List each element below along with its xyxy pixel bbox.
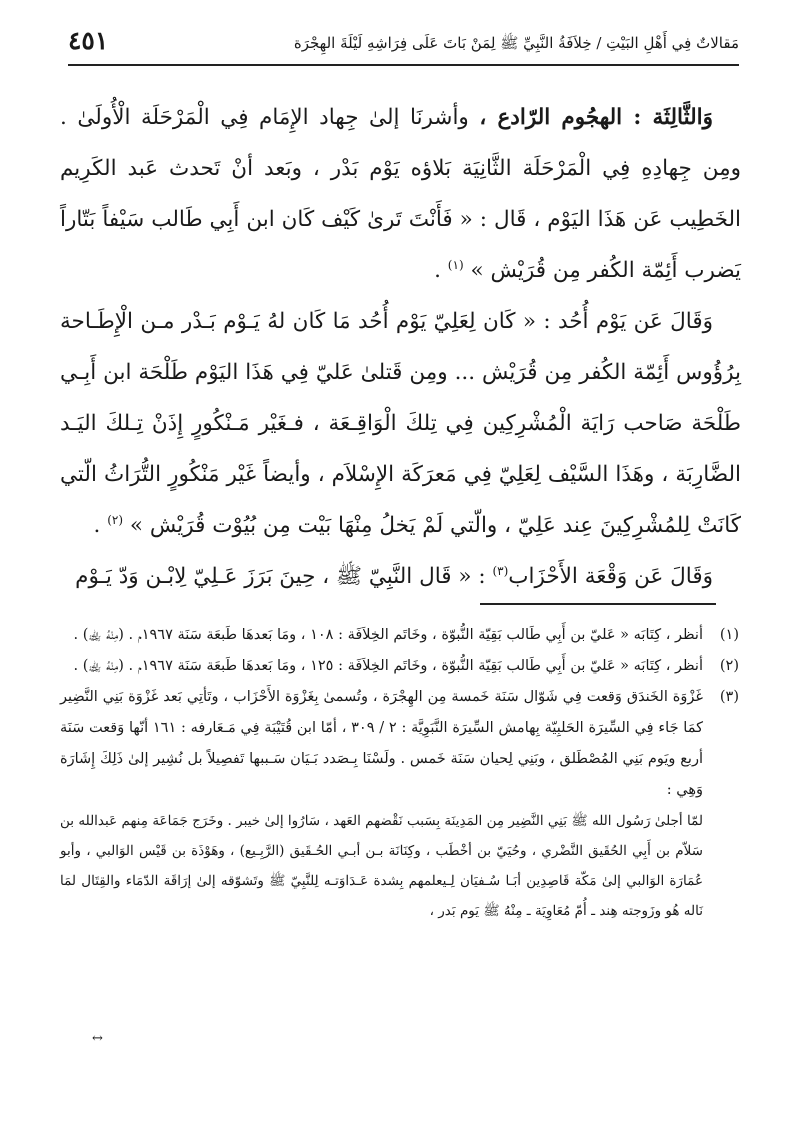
- footnote-text: غَزْوَة الخَندَق وَقعت فِي شَوّال سَنَة خَمسة مِن الهِجْرَة ، وتُسمىٰ بِغَزْوَة الأَحْزَاب ، وتَأتِي بَعد غَزْوَة بَنِي النَّضِير كمَا جَاء فِي السِّيرَة الحَلبِيّة بِهامش السِّيرَة النَّبَوِيَّة : ٢ / ٣٠٩ ، أمّا ابن قُتَيْبَة فِي مَـعَارفه : ١٦١ أنّها وَقعت سَنَة أربع ويَوم بَنِي المُصْطَلق ، وبَنِي لِحيان سَنَة خَمس . ولَسْنَا بِـصَدد بَـيَان سَـببها تَفصِيلاً بل نُشِير إلىٰ ذَلِكَ إِشَارَة وَهِي :: [60, 689, 703, 798]
- footnote-subtext: لمّا أجلىٰ رَسُول الله ﷺ بَنِي النَّضِير مِن المَدِينَة بِسَبب نَقْضهم العَهد ، سَارُوا إلىٰ خيبر . وخَرَج جَمَاعَة مِنهم عَبدالله بن سَلاّم بن أَبِي الحُقَيق النَّضْري ، وحُيَيّ بن أخْطَب ، وكِنَانَة بـن أبـي الحُـقَيق (الرَّبِـيع) ، وهَوْذَة بن قَيْس الوَالبي ، وأبو عُمَارَة الوَالبي إلىٰ مَكّة قَاصِدِين أبَـا سُـفيَان لِـيعلمهم بِشدة عَـدَاوَتـه لِلنَّبِيّ ﷺ وتَشوّقه إلىٰ إرَاقَة الدّمَاء والقِتَال لمَا نَاله هُو وزَوجته هِند ـ أُمّ مُعَاوِيَة ـ مِنْهُ ﷺ يَوم بَدر ،: [60, 813, 703, 919]
- running-header: [68, 22, 739, 66]
- footnote-3-continuation: [60, 806, 739, 926]
- paragraph-1: [60, 92, 741, 296]
- footnote-2: [60, 651, 739, 682]
- footnote-number: (٣): [719, 689, 739, 705]
- main-text: [60, 92, 741, 589]
- footnote-ref-3[interactable]: (٣): [492, 563, 509, 578]
- footnote-3: [60, 682, 739, 806]
- page-number: ٤٥١: [68, 26, 109, 55]
- footnote-1: [60, 620, 739, 651]
- footnotes: [60, 620, 739, 1040]
- paragraph-2-end: .: [93, 513, 101, 538]
- footnote-ref-2[interactable]: (٢): [107, 512, 124, 527]
- paragraph-2-text: وَقَالَ عَن يَوْم أُحُد : « كَان لِعَلِيّ يَوْم أُحُد مَا كَان لهُ يَـوْم بَـدْر مـن الْإِطَـاحة بِرُؤُوس أَئِمّة الكُفر مِن قُرَيْش ... ومِن قَتلىٰ عَليّ فِي هَذَا اليَوْم طَلْحَة ابن أَبِـي طَلْحَة صَاحب رَايَة الْمُشْرِكِين فِي تِلكَ الْوَاقِـعَة ، فـغَيْر مَـنْكُورٍ إِذَنْ تِـلكَ اليَـد الضَّارِبَة ، وهَذَا السَّيْف لِعَلِيّ فِي مَعرَكَة الإِسْلاَم ، وأيضاً غَيْر مَنْكُورٍ التُّرَاثُ الّتي كَانَتْ لِلمُشْرِكِينَ عِند عَلِيّ ، والّتي لَمْ يَخلُ مِنْهَا بَيْت مِن بُيُوْت قُرَيْش »: [60, 309, 741, 538]
- footnote-number: (٢): [719, 658, 739, 674]
- paragraph-1-text: وأشرنَا إلىٰ جِهاد الإِمَام فِي الْمَرْحَلَة الْأُولَىٰ . ومِن جِهادِهِ فِي الْمَرْحَلَة الثَّانِيَة بَلاؤه يَوْم بَدْر ، وبَعد أنْ تَحدث عَبد الكَرِيم الخَطِيب عَن هَذَا اليَوْم ، قَال : « فَأَنْتَ تَرىٰ كَيْف كَان ابن أَبِي طَالب سَيْفاً بَتّاراً يَضرب أَئِمّة الكُفر مِن قُرَيْش »: [60, 105, 741, 283]
- footnote-separator: [480, 603, 716, 605]
- paragraph-1-lead: وَالثَّالِثَة : الهجُوم الرّادع ،: [479, 105, 713, 130]
- continuation-arrow-icon: ↔: [92, 1031, 103, 1046]
- paragraph-3: [60, 551, 741, 602]
- header-title: مَقالاتٌ فِي أَهْلِ البَيْتِ / خِلاَفَةُ النَّبِيِّ ﷺ لِمَنْ بَاتَ عَلَى فِرَاشِهِ لَيْلَةَ الهِجْرَة: [293, 34, 739, 52]
- footnote-text: أنظر ، كِتَابَه « عَليّ بن أَبِي طَالب بَقِيّة النُّبوّة ، وخَاتَم الخِلاَفَة : ١٠٨ ، ومَا بَعدهَا طَبعَة سَنَة ١٩٦٧م . (مِنْهُ ﵀) .: [73, 627, 703, 643]
- header-rule: [68, 64, 739, 66]
- paragraph-3-start: وَقَالَ عَن وَقْعَة الأَحْزَاب: [508, 564, 713, 589]
- paragraph-2: [60, 296, 741, 551]
- footnote-number: (١): [719, 627, 739, 643]
- footnote-text: أنظر ، كِتَابَه « عَليّ بن أَبِي طَالب بَقِيّة النُّبوّة ، وخَاتَم الخِلاَفَة : ١٢٥ ، ومَا بَعدهَا طَبعَة سَنَة ١٩٦٧م . (مِنْهُ ﵀) .: [73, 658, 703, 674]
- paragraph-1-end: .: [434, 258, 441, 283]
- footnote-ref-1[interactable]: (١): [447, 257, 464, 272]
- paragraph-3-text: : « قَال النَّبِيّ ﷺ ، حِينَ بَرَزَ عَـلِيّ لِابْـن وَدّ يَـوْم: [75, 564, 486, 589]
